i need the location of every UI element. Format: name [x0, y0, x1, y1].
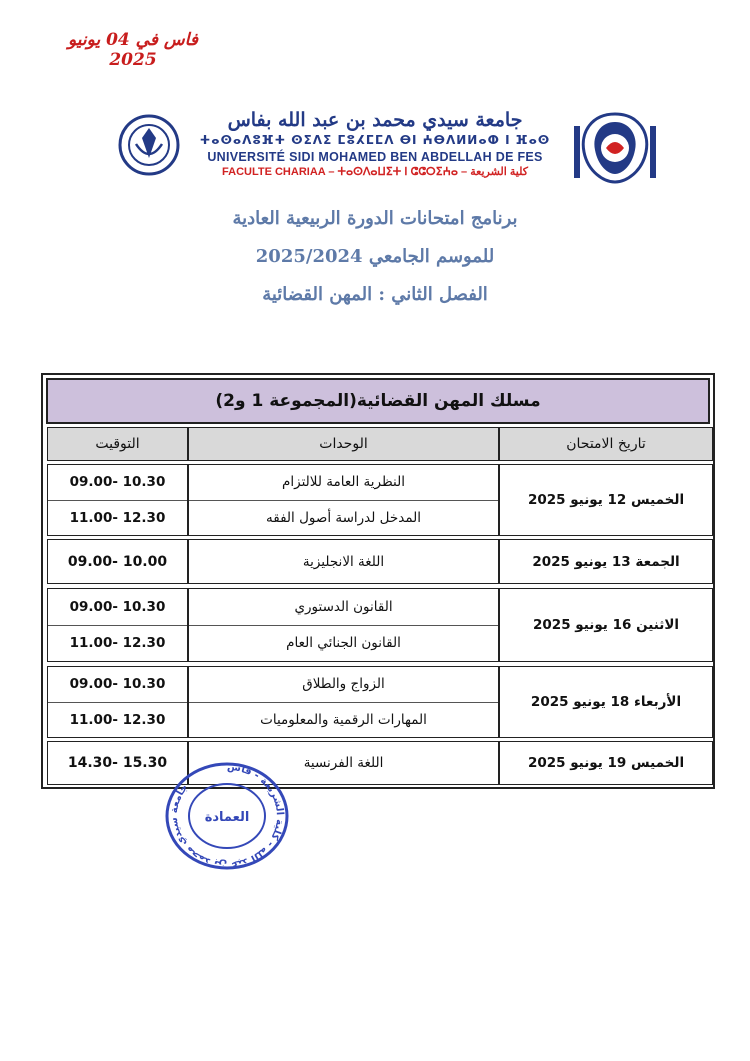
faculty-logo-icon: [570, 108, 660, 188]
units-cell: [188, 666, 499, 738]
time-slot: 09.00- 10.30: [69, 676, 166, 693]
university-header: [118, 100, 660, 195]
time-cell: [47, 464, 188, 536]
title-line-2: للموسم الجامعي 2025/2024: [255, 246, 495, 267]
column-header-date: تاريخ الامتحان: [499, 427, 713, 461]
university-name-arabic: جامعة سيدي محمد بن عبد الله بفاس: [227, 109, 523, 131]
exam-date-cell: الجمعة 13 يونيو 2025: [499, 539, 713, 584]
time-slot: 11.00- 12.30: [48, 500, 187, 536]
unit-name: القانون الجنائي العام: [189, 625, 498, 662]
unit-name: القانون الدستوري: [294, 598, 393, 615]
table-title: مسلك المهن القضائية(المجموعة 1 و2): [46, 378, 710, 424]
faculty-name-arabic: – كلية الشريعة: [461, 166, 528, 178]
time-slot: 11.00- 12.30: [48, 625, 187, 662]
exam-date-cell: الاثنين 16 يونيو 2025: [499, 588, 713, 662]
exam-date-cell: الخميس 19 يونيو 2025: [499, 741, 713, 785]
faculty-name-tifinagh: ⵜⴰⵙⴷⴰⵡⵉⵜ ⵏ ⵛⵛⵔⵉⵄⴰ: [337, 166, 458, 178]
stamp-center-text: العمادة: [204, 810, 250, 825]
time-slot: 11.00- 12.30: [48, 702, 187, 738]
title-line-1: برنامج امتحانات الدورة الربيعية العادية: [232, 208, 518, 229]
time-slot: 14.30- 15.30: [47, 741, 188, 785]
exam-schedule-table: [41, 373, 715, 789]
units-cell: [188, 464, 499, 536]
time-slot: 09.00- 10.30: [69, 474, 166, 491]
unit-name: الزواج والطلاق: [302, 676, 385, 693]
exam-date-cell: الخميس 12 يونيو 2025: [499, 464, 713, 536]
university-name-tifinagh: ⵜⴰⵙⴰⴷⵓⴼⵜ ⵙⵉⴷⵉ ⵎⵓⵃⵎⵎⴷ ⴱⵏ ⵄⴱⴷⵍⵍⴰⵀ ⵏ ⴼⴰⵙ: [199, 133, 551, 147]
stamp-ring-text: جامعة سيدي محمد بن عبد الله - كلية الشريعة - فاس: [168, 761, 285, 871]
university-logo-icon: [118, 114, 180, 176]
faculty-stamp-icon: [163, 760, 291, 872]
column-header-time: التوقيت: [47, 427, 188, 461]
unit-name: المدخل لدراسة أصول الفقه: [189, 500, 498, 536]
title-line-3: الفصل الثاني : المهن القضائية: [262, 284, 488, 305]
time-slot: 09.00- 10.00: [47, 539, 188, 584]
time-cell: [47, 588, 188, 662]
time-slot: 09.00- 10.30: [69, 598, 166, 615]
units-cell: [188, 588, 499, 662]
column-header-units: الوحدات: [188, 427, 499, 461]
faculty-line: [180, 165, 570, 180]
faculty-name-french: FACULTE CHARIAA –: [222, 166, 335, 178]
unit-name: اللغة الانجليزية: [188, 539, 499, 584]
university-name-french: UNIVERSITÉ SIDI MOHAMED BEN ABDELLAH DE FES: [207, 150, 543, 164]
time-cell: [47, 666, 188, 738]
document-date: فاس في 04 يونيو 2025: [68, 30, 198, 70]
unit-name: النظرية العامة للالتزام: [282, 474, 405, 491]
unit-name: اللغة الفرنسية: [188, 741, 499, 785]
exam-program-titles: [120, 200, 630, 314]
unit-name: المهارات الرقمية والمعلوميات: [189, 702, 498, 738]
exam-date-cell: الأربعاء 18 يونيو 2025: [499, 666, 713, 738]
